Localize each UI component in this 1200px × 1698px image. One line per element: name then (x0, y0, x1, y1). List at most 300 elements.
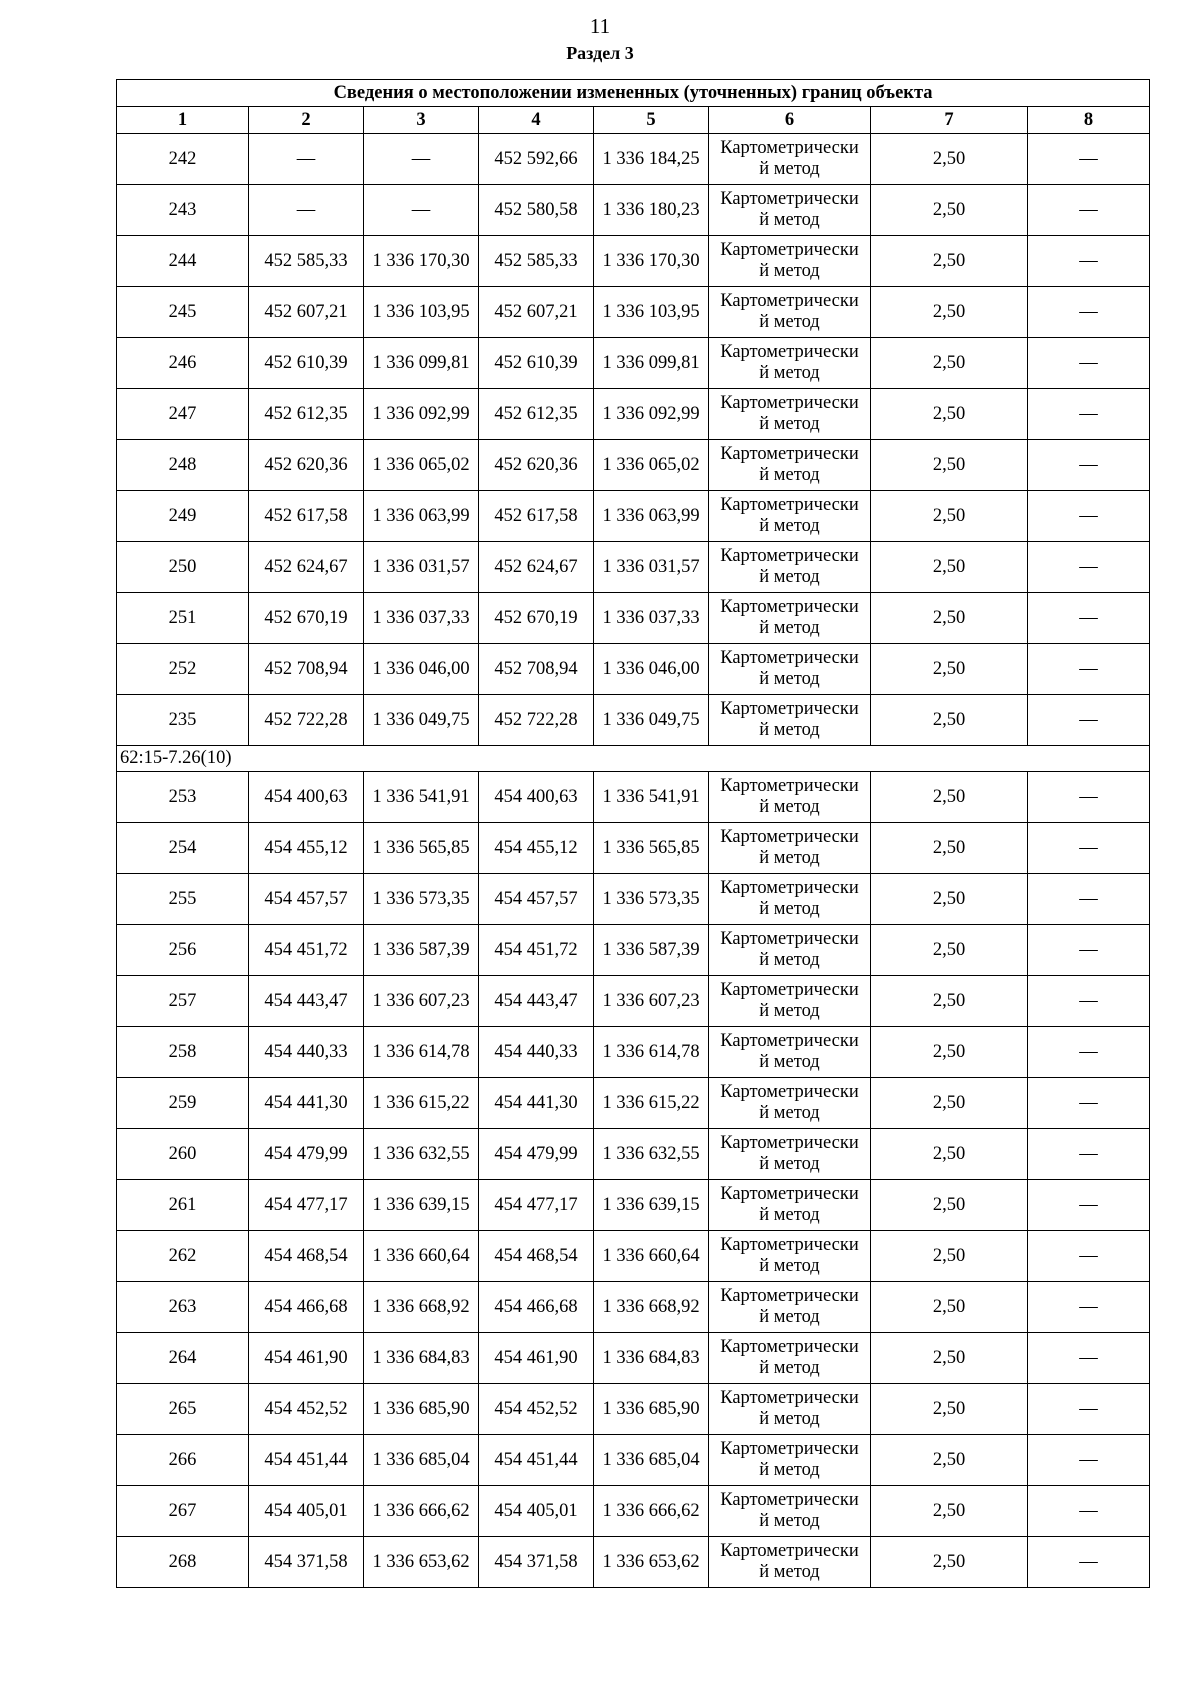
table-row (117, 823, 1150, 874)
method-text-line2: й метод (759, 312, 820, 332)
method-text-line2: й метод (759, 848, 820, 868)
old-y-cell: 1 336 684,83 (364, 1333, 479, 1384)
description-cell: — (1028, 389, 1150, 440)
new-y-cell: 1 336 684,83 (594, 1333, 709, 1384)
new-y-cell: 1 336 632,55 (594, 1129, 709, 1180)
method-text-line2: й метод (759, 1511, 820, 1531)
description-cell: — (1028, 236, 1150, 287)
old-x-cell: 454 371,58 (249, 1537, 364, 1588)
method-text-line2: й метод (759, 1358, 820, 1378)
method-text-line2: й метод (759, 1001, 820, 1021)
method-cell (709, 925, 871, 976)
new-y-cell: 1 336 587,39 (594, 925, 709, 976)
method-cell (709, 1333, 871, 1384)
table-row (117, 440, 1150, 491)
point-number-cell: 243 (117, 185, 249, 236)
table-caption: Сведения о местоположении измененных (уточненных) границ объекта (117, 80, 1150, 107)
accuracy-cell: 2,50 (871, 1078, 1028, 1129)
point-number-cell: 259 (117, 1078, 249, 1129)
method-text-line2: й метод (759, 1256, 820, 1276)
method-text-line1: Картометрически (720, 342, 859, 362)
new-y-cell: 1 336 031,57 (594, 542, 709, 593)
new-y-cell: 1 336 103,95 (594, 287, 709, 338)
method-text-line2: й метод (759, 414, 820, 434)
method-text-line2: й метод (759, 1154, 820, 1174)
old-y-cell: 1 336 587,39 (364, 925, 479, 976)
accuracy-cell: 2,50 (871, 695, 1028, 746)
table-row (117, 1282, 1150, 1333)
method-text-line1: Картометрически (720, 444, 859, 464)
accuracy-cell: 2,50 (871, 644, 1028, 695)
table-row (117, 542, 1150, 593)
table-row (117, 236, 1150, 287)
method-text-line1: Картометрически (720, 495, 859, 515)
old-x-cell: 454 457,57 (249, 874, 364, 925)
column-header: 4 (479, 107, 594, 134)
new-y-cell: 1 336 668,92 (594, 1282, 709, 1333)
method-text-line2: й метод (759, 1307, 820, 1327)
point-number-cell: 254 (117, 823, 249, 874)
method-text-line2: й метод (759, 950, 820, 970)
description-cell: — (1028, 593, 1150, 644)
point-number-cell: 251 (117, 593, 249, 644)
point-number-cell: 246 (117, 338, 249, 389)
point-number-cell: 268 (117, 1537, 249, 1588)
new-x-cell: 452 620,36 (479, 440, 594, 491)
method-text-line1: Картометрически (720, 929, 859, 949)
accuracy-cell: 2,50 (871, 440, 1028, 491)
point-number-cell: 261 (117, 1180, 249, 1231)
point-number-cell: 248 (117, 440, 249, 491)
description-cell: — (1028, 644, 1150, 695)
description-cell: — (1028, 440, 1150, 491)
new-x-cell: 452 670,19 (479, 593, 594, 644)
old-y-cell: 1 336 170,30 (364, 236, 479, 287)
method-cell (709, 772, 871, 823)
new-y-cell: 1 336 573,35 (594, 874, 709, 925)
description-cell: — (1028, 338, 1150, 389)
column-number-row (117, 107, 1150, 134)
new-x-cell: 454 479,99 (479, 1129, 594, 1180)
description-cell: — (1028, 542, 1150, 593)
method-text-line1: Картометрически (720, 1031, 859, 1051)
new-y-cell: 1 336 541,91 (594, 772, 709, 823)
new-x-cell: 454 468,54 (479, 1231, 594, 1282)
method-cell (709, 976, 871, 1027)
old-x-cell: 454 479,99 (249, 1129, 364, 1180)
method-cell (709, 1129, 871, 1180)
old-y-cell: 1 336 037,33 (364, 593, 479, 644)
method-text-line2: й метод (759, 1460, 820, 1480)
old-x-cell: 452 617,58 (249, 491, 364, 542)
method-text-line1: Картометрически (720, 776, 859, 796)
new-x-cell: 454 451,72 (479, 925, 594, 976)
description-cell: — (1028, 185, 1150, 236)
new-y-cell: 1 336 092,99 (594, 389, 709, 440)
new-y-cell: 1 336 660,64 (594, 1231, 709, 1282)
method-text-line1: Картометрически (720, 1388, 859, 1408)
description-cell: — (1028, 874, 1150, 925)
description-cell: — (1028, 772, 1150, 823)
method-text-line2: й метод (759, 261, 820, 281)
method-text-line1: Картометрически (720, 1286, 859, 1306)
description-cell: — (1028, 1129, 1150, 1180)
method-cell (709, 1537, 871, 1588)
old-y-cell: 1 336 632,55 (364, 1129, 479, 1180)
description-cell: — (1028, 823, 1150, 874)
table-row (117, 1027, 1150, 1078)
method-cell (709, 287, 871, 338)
old-x-cell: 454 400,63 (249, 772, 364, 823)
point-number-cell: 258 (117, 1027, 249, 1078)
old-y-cell: 1 336 065,02 (364, 440, 479, 491)
old-y-cell: 1 336 541,91 (364, 772, 479, 823)
method-cell (709, 1486, 871, 1537)
point-number-cell: 247 (117, 389, 249, 440)
accuracy-cell: 2,50 (871, 593, 1028, 644)
method-cell (709, 593, 871, 644)
accuracy-cell: 2,50 (871, 925, 1028, 976)
section-title: Раздел 3 (566, 43, 634, 63)
method-text-line1: Картометрически (720, 291, 859, 311)
table-row (117, 1384, 1150, 1435)
new-y-cell: 1 336 046,00 (594, 644, 709, 695)
method-text-line2: й метод (759, 363, 820, 383)
description-cell: — (1028, 976, 1150, 1027)
new-y-cell: 1 336 614,78 (594, 1027, 709, 1078)
point-number-cell: 264 (117, 1333, 249, 1384)
description-cell: — (1028, 1282, 1150, 1333)
column-header: 6 (709, 107, 871, 134)
table-row (117, 287, 1150, 338)
method-cell (709, 1282, 871, 1333)
table-row (117, 1537, 1150, 1588)
method-text-line2: й метод (759, 1205, 820, 1225)
table-row (117, 1231, 1150, 1282)
new-x-cell: 452 612,35 (479, 389, 594, 440)
method-text-line2: й метод (759, 516, 820, 536)
new-x-cell: 452 708,94 (479, 644, 594, 695)
method-cell (709, 695, 871, 746)
table-row (117, 1129, 1150, 1180)
new-y-cell: 1 336 639,15 (594, 1180, 709, 1231)
table-row (117, 644, 1150, 695)
old-y-cell: 1 336 668,92 (364, 1282, 479, 1333)
table-row (117, 1078, 1150, 1129)
new-x-cell: 452 617,58 (479, 491, 594, 542)
new-y-cell: 1 336 049,75 (594, 695, 709, 746)
method-text-line1: Картометрически (720, 1235, 859, 1255)
new-y-cell: 1 336 063,99 (594, 491, 709, 542)
description-cell: — (1028, 1537, 1150, 1588)
column-header: 7 (871, 107, 1028, 134)
description-cell: — (1028, 925, 1150, 976)
new-x-cell: 454 455,12 (479, 823, 594, 874)
old-x-cell: 454 455,12 (249, 823, 364, 874)
new-y-cell: 1 336 565,85 (594, 823, 709, 874)
new-y-cell: 1 336 099,81 (594, 338, 709, 389)
description-cell: — (1028, 1435, 1150, 1486)
accuracy-cell: 2,50 (871, 874, 1028, 925)
new-x-cell: 452 585,33 (479, 236, 594, 287)
point-number-cell: 249 (117, 491, 249, 542)
method-text-line1: Картометрически (720, 1184, 859, 1204)
description-cell: — (1028, 1180, 1150, 1231)
method-text-line1: Картометрически (720, 1541, 859, 1561)
old-x-cell: 454 440,33 (249, 1027, 364, 1078)
method-cell (709, 1435, 871, 1486)
old-y-cell: — (364, 134, 479, 185)
method-cell (709, 644, 871, 695)
method-cell (709, 1180, 871, 1231)
method-cell (709, 1231, 871, 1282)
table-row (117, 1486, 1150, 1537)
old-y-cell: 1 336 063,99 (364, 491, 479, 542)
new-x-cell: 452 722,28 (479, 695, 594, 746)
point-number-cell: 253 (117, 772, 249, 823)
new-y-cell: 1 336 607,23 (594, 976, 709, 1027)
table-row (117, 185, 1150, 236)
page-number: 11 (589, 14, 611, 38)
old-y-cell: 1 336 614,78 (364, 1027, 479, 1078)
new-y-cell: 1 336 653,62 (594, 1537, 709, 1588)
new-x-cell: 454 452,52 (479, 1384, 594, 1435)
new-x-cell: 454 451,44 (479, 1435, 594, 1486)
method-text-line1: Картометрически (720, 648, 859, 668)
old-y-cell: 1 336 031,57 (364, 542, 479, 593)
method-text-line2: й метод (759, 669, 820, 689)
method-cell (709, 542, 871, 593)
point-number-cell: 266 (117, 1435, 249, 1486)
method-text-line1: Картометрически (720, 1133, 859, 1153)
accuracy-cell: 2,50 (871, 1333, 1028, 1384)
method-cell (709, 440, 871, 491)
new-y-cell: 1 336 170,30 (594, 236, 709, 287)
table-row (117, 874, 1150, 925)
method-text-line1: Картометрически (720, 240, 859, 260)
old-x-cell: 454 405,01 (249, 1486, 364, 1537)
new-x-cell: 452 610,39 (479, 338, 594, 389)
method-text-line2: й метод (759, 618, 820, 638)
accuracy-cell: 2,50 (871, 1537, 1028, 1588)
old-x-cell: 454 466,68 (249, 1282, 364, 1333)
method-cell (709, 185, 871, 236)
table-row (117, 1333, 1150, 1384)
group-row (117, 746, 1150, 772)
column-header: 3 (364, 107, 479, 134)
column-header: 8 (1028, 107, 1150, 134)
description-cell: — (1028, 1486, 1150, 1537)
table-row (117, 491, 1150, 542)
point-number-cell: 256 (117, 925, 249, 976)
table-row (117, 925, 1150, 976)
accuracy-cell: 2,50 (871, 542, 1028, 593)
method-cell (709, 338, 871, 389)
old-y-cell: 1 336 565,85 (364, 823, 479, 874)
old-y-cell: 1 336 049,75 (364, 695, 479, 746)
accuracy-cell: 2,50 (871, 134, 1028, 185)
method-text-line1: Картометрически (720, 699, 859, 719)
method-text-line2: й метод (759, 1052, 820, 1072)
old-x-cell: 454 477,17 (249, 1180, 364, 1231)
table-row (117, 695, 1150, 746)
point-number-cell: 262 (117, 1231, 249, 1282)
old-y-cell: 1 336 615,22 (364, 1078, 479, 1129)
new-x-cell: 454 440,33 (479, 1027, 594, 1078)
new-x-cell: 454 461,90 (479, 1333, 594, 1384)
description-cell: — (1028, 1231, 1150, 1282)
new-y-cell: 1 336 685,90 (594, 1384, 709, 1435)
method-cell (709, 389, 871, 440)
old-x-cell: 454 441,30 (249, 1078, 364, 1129)
new-x-cell: 454 441,30 (479, 1078, 594, 1129)
method-text-line2: й метод (759, 210, 820, 230)
method-text-line2: й метод (759, 465, 820, 485)
column-header: 1 (117, 107, 249, 134)
new-x-cell: 452 592,66 (479, 134, 594, 185)
description-cell: — (1028, 695, 1150, 746)
method-text-line2: й метод (759, 159, 820, 179)
method-cell (709, 236, 871, 287)
old-x-cell: 452 708,94 (249, 644, 364, 695)
new-y-cell: 1 336 685,04 (594, 1435, 709, 1486)
old-y-cell: 1 336 573,35 (364, 874, 479, 925)
method-text-line1: Картометрически (720, 393, 859, 413)
old-x-cell: 452 722,28 (249, 695, 364, 746)
method-cell (709, 491, 871, 542)
method-text-line1: Картометрически (720, 980, 859, 1000)
accuracy-cell: 2,50 (871, 1180, 1028, 1231)
method-text-line1: Картометрически (720, 597, 859, 617)
old-y-cell: 1 336 666,62 (364, 1486, 479, 1537)
point-number-cell: 267 (117, 1486, 249, 1537)
new-y-cell: 1 336 180,23 (594, 185, 709, 236)
old-y-cell: 1 336 653,62 (364, 1537, 479, 1588)
method-text-line1: Картометрически (720, 189, 859, 209)
new-y-cell: 1 336 065,02 (594, 440, 709, 491)
accuracy-cell: 2,50 (871, 1231, 1028, 1282)
accuracy-cell: 2,50 (871, 287, 1028, 338)
new-x-cell: 454 457,57 (479, 874, 594, 925)
old-x-cell: 452 624,67 (249, 542, 364, 593)
accuracy-cell: 2,50 (871, 1435, 1028, 1486)
accuracy-cell: 2,50 (871, 823, 1028, 874)
old-x-cell: 454 468,54 (249, 1231, 364, 1282)
old-x-cell: 452 612,35 (249, 389, 364, 440)
accuracy-cell: 2,50 (871, 1384, 1028, 1435)
description-cell: — (1028, 1384, 1150, 1435)
old-y-cell: 1 336 660,64 (364, 1231, 479, 1282)
method-text-line1: Картометрически (720, 546, 859, 566)
accuracy-cell: 2,50 (871, 236, 1028, 287)
accuracy-cell: 2,50 (871, 1486, 1028, 1537)
old-y-cell: 1 336 092,99 (364, 389, 479, 440)
method-cell (709, 134, 871, 185)
accuracy-cell: 2,50 (871, 1129, 1028, 1180)
method-text-line2: й метод (759, 1409, 820, 1429)
old-x-cell: 454 451,44 (249, 1435, 364, 1486)
table-body (117, 134, 1150, 1588)
method-text-line1: Картометрически (720, 1082, 859, 1102)
old-x-cell: 454 452,52 (249, 1384, 364, 1435)
method-cell (709, 1078, 871, 1129)
table-row (117, 389, 1150, 440)
point-number-cell: 257 (117, 976, 249, 1027)
old-y-cell: 1 336 103,95 (364, 287, 479, 338)
description-cell: — (1028, 1078, 1150, 1129)
old-x-cell: 452 620,36 (249, 440, 364, 491)
old-y-cell: 1 336 685,90 (364, 1384, 479, 1435)
point-number-cell: 252 (117, 644, 249, 695)
accuracy-cell: 2,50 (871, 976, 1028, 1027)
point-number-cell: 260 (117, 1129, 249, 1180)
new-y-cell: 1 336 037,33 (594, 593, 709, 644)
description-cell: — (1028, 1333, 1150, 1384)
old-y-cell: — (364, 185, 479, 236)
new-y-cell: 1 336 184,25 (594, 134, 709, 185)
old-y-cell: 1 336 607,23 (364, 976, 479, 1027)
method-text-line2: й метод (759, 899, 820, 919)
method-text-line1: Картометрически (720, 138, 859, 158)
old-x-cell: 452 607,21 (249, 287, 364, 338)
point-number-cell: 235 (117, 695, 249, 746)
point-number-cell: 245 (117, 287, 249, 338)
old-x-cell: — (249, 134, 364, 185)
accuracy-cell: 2,50 (871, 1027, 1028, 1078)
old-y-cell: 1 336 046,00 (364, 644, 479, 695)
method-text-line2: й метод (759, 567, 820, 587)
method-text-line1: Картометрически (720, 1337, 859, 1357)
new-x-cell: 454 466,68 (479, 1282, 594, 1333)
table-row (117, 976, 1150, 1027)
point-number-cell: 242 (117, 134, 249, 185)
old-x-cell: 452 585,33 (249, 236, 364, 287)
point-number-cell: 244 (117, 236, 249, 287)
new-x-cell: 452 624,67 (479, 542, 594, 593)
accuracy-cell: 2,50 (871, 772, 1028, 823)
point-number-cell: 255 (117, 874, 249, 925)
old-x-cell: 454 451,72 (249, 925, 364, 976)
table-row (117, 338, 1150, 389)
new-y-cell: 1 336 666,62 (594, 1486, 709, 1537)
description-cell: — (1028, 134, 1150, 185)
column-header: 2 (249, 107, 364, 134)
boundary-coordinates-table (116, 79, 1150, 1588)
method-text-line1: Картометрически (720, 827, 859, 847)
new-x-cell: 454 400,63 (479, 772, 594, 823)
new-x-cell: 454 371,58 (479, 1537, 594, 1588)
description-cell: — (1028, 287, 1150, 338)
new-x-cell: 454 443,47 (479, 976, 594, 1027)
table-row (117, 134, 1150, 185)
old-x-cell: 452 670,19 (249, 593, 364, 644)
accuracy-cell: 2,50 (871, 338, 1028, 389)
table-row (117, 593, 1150, 644)
method-cell (709, 874, 871, 925)
accuracy-cell: 2,50 (871, 389, 1028, 440)
point-number-cell: 265 (117, 1384, 249, 1435)
accuracy-cell: 2,50 (871, 491, 1028, 542)
method-text-line1: Картометрически (720, 1490, 859, 1510)
method-text-line2: й метод (759, 1562, 820, 1582)
method-text-line1: Картометрически (720, 878, 859, 898)
method-text-line2: й метод (759, 720, 820, 740)
old-x-cell: — (249, 185, 364, 236)
method-cell (709, 1027, 871, 1078)
table-row (117, 1435, 1150, 1486)
old-y-cell: 1 336 099,81 (364, 338, 479, 389)
new-y-cell: 1 336 615,22 (594, 1078, 709, 1129)
